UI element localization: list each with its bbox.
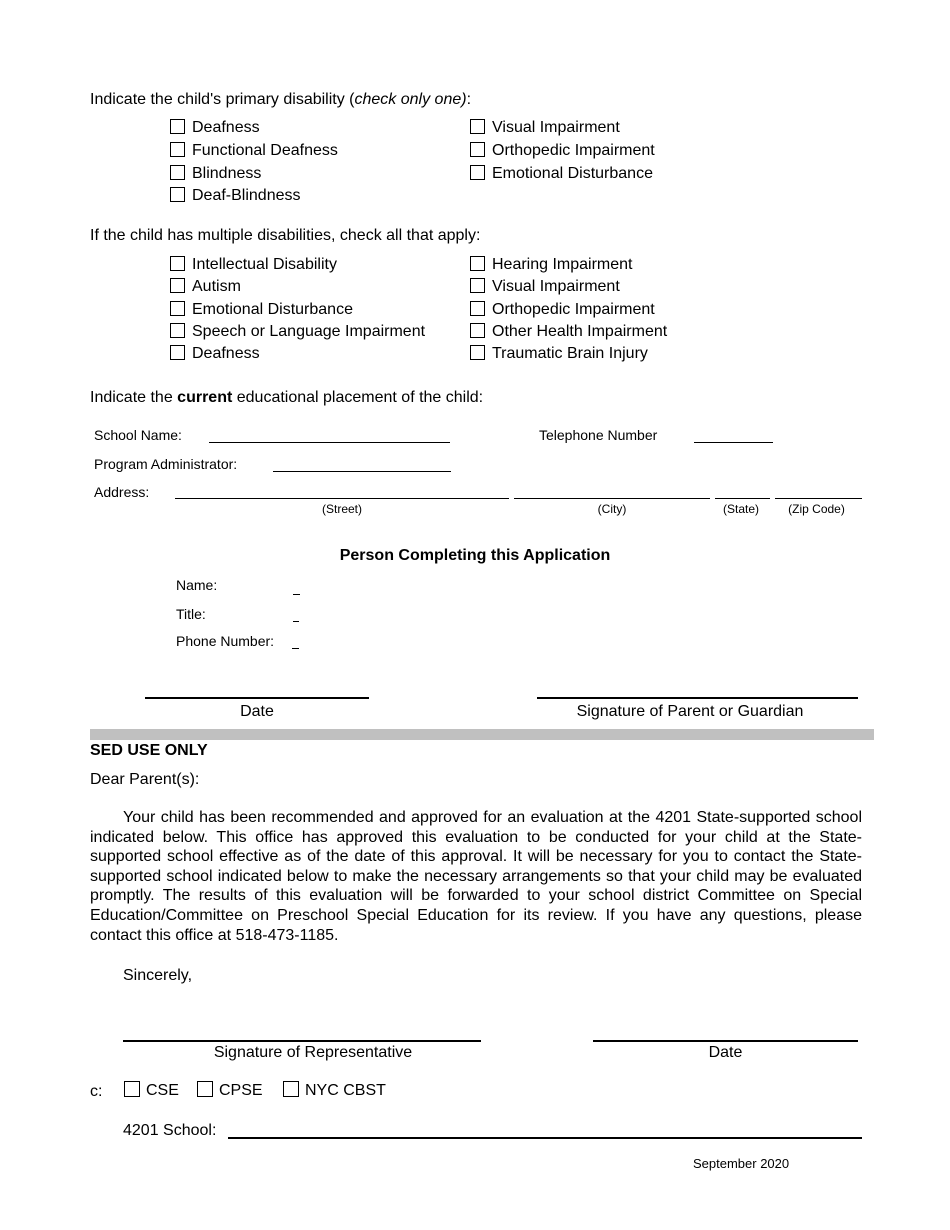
person-phone-field[interactable]: [292, 648, 299, 649]
school-name-label: School Name:: [94, 427, 182, 443]
checkbox[interactable]: [170, 278, 185, 293]
checkbox[interactable]: [470, 278, 485, 293]
checkbox[interactable]: [170, 142, 185, 157]
checkbox[interactable]: [124, 1081, 140, 1097]
telephone-field[interactable]: [694, 442, 773, 443]
street-caption: (Street): [321, 502, 362, 516]
address-label: Address:: [94, 484, 150, 500]
parent-signature-field[interactable]: [537, 697, 858, 699]
primary-option-visual-impairment[interactable]: Visual Impairment: [470, 118, 620, 138]
zip-field[interactable]: [775, 498, 862, 499]
street-field[interactable]: [175, 498, 509, 499]
checkbox[interactable]: [170, 165, 185, 180]
approval-letter-body: Your child has been recommended and approved for an evaluation at the 4201 State-supported school indicated below. This office has approved this evaluation to be conducted for your child at the State-supported school effective as of the date of this approval. It will be necessary for you to contact the State-supported school indicated below to make the necessary arrangements so that your child may be evaluated promptly. The results of this evaluation will be forwarded to your school district Committee on Special Education/Committee on Preschool Special Education for its review. If you have any questions, please contact this office at 518-473-1185.: [90, 809, 862, 944]
checkbox[interactable]: [170, 323, 185, 338]
multiple-option-autism[interactable]: Autism: [170, 277, 241, 297]
state-field[interactable]: [715, 498, 770, 499]
multiple-option-speech-language[interactable]: Speech or Language Impairment: [170, 322, 425, 342]
school-name-field[interactable]: [209, 442, 450, 443]
person-title-label: Title:: [176, 606, 206, 622]
person-name-field[interactable]: [293, 594, 300, 595]
primary-disability-prompt: Indicate the child's primary disability (check only one):: [90, 91, 472, 108]
checkbox[interactable]: [470, 345, 485, 360]
revision-date: September 2020: [693, 1156, 790, 1171]
checkbox[interactable]: [470, 301, 485, 316]
representative-signature-caption: Signature of Representative: [213, 1044, 413, 1061]
cc-label: c:: [90, 1083, 103, 1100]
checkbox[interactable]: [170, 119, 185, 134]
city-caption: (City): [597, 502, 627, 516]
city-field[interactable]: [514, 498, 710, 499]
telephone-label: Telephone Number: [539, 427, 658, 443]
sed-date-field[interactable]: [593, 1040, 858, 1042]
program-admin-field[interactable]: [273, 471, 451, 472]
person-title-field[interactable]: [293, 621, 299, 622]
zip-caption: (Zip Code): [788, 502, 845, 516]
multiple-option-intellectual-disability[interactable]: Intellectual Disability: [170, 255, 337, 275]
primary-option-orthopedic-impairment[interactable]: Orthopedic Impairment: [470, 141, 655, 161]
school-4201-label: 4201 School:: [123, 1122, 217, 1139]
parent-date-field[interactable]: [145, 697, 369, 699]
checkbox[interactable]: [470, 142, 485, 157]
person-heading: Person Completing this Application: [339, 547, 611, 564]
primary-option-emotional-disturbance[interactable]: Emotional Disturbance: [470, 164, 653, 184]
checkbox[interactable]: [170, 256, 185, 271]
checkbox[interactable]: [470, 119, 485, 134]
sed-date-caption: Date: [708, 1044, 743, 1061]
salutation: Dear Parent(s):: [90, 771, 200, 788]
checkbox[interactable]: [283, 1081, 299, 1097]
representative-signature-field[interactable]: [123, 1040, 481, 1042]
checkbox[interactable]: [170, 345, 185, 360]
checkbox[interactable]: [197, 1081, 213, 1097]
closing: Sincerely,: [123, 967, 193, 984]
cc-option-cse[interactable]: CSE: [124, 1081, 179, 1101]
parent-date-caption: Date: [240, 703, 274, 720]
checkbox[interactable]: [170, 301, 185, 316]
checkbox[interactable]: [470, 323, 485, 338]
multiple-disabilities-prompt: If the child has multiple disabilities, check all that apply:: [90, 227, 481, 244]
primary-option-deafness[interactable]: Deafness: [170, 118, 260, 138]
program-admin-label: Program Administrator:: [94, 456, 238, 472]
section-divider: [90, 729, 874, 740]
parent-signature-caption: Signature of Parent or Guardian: [576, 703, 804, 720]
primary-option-functional-deafness[interactable]: Functional Deafness: [170, 141, 338, 161]
multiple-option-other-health[interactable]: Other Health Impairment: [470, 322, 667, 342]
primary-option-blindness[interactable]: Blindness: [170, 164, 261, 184]
cc-option-nyc-cbst[interactable]: NYC CBST: [283, 1081, 386, 1101]
primary-option-deaf-blindness[interactable]: Deaf-Blindness: [170, 186, 301, 206]
multiple-option-deafness[interactable]: Deafness: [170, 344, 260, 364]
multiple-option-hearing-impairment[interactable]: Hearing Impairment: [470, 255, 633, 275]
multiple-option-tbi[interactable]: Traumatic Brain Injury: [470, 344, 648, 364]
school-4201-field[interactable]: [228, 1137, 862, 1139]
checkbox[interactable]: [170, 187, 185, 202]
multiple-option-orthopedic-impairment[interactable]: Orthopedic Impairment: [470, 300, 655, 320]
multiple-option-emotional-disturbance[interactable]: Emotional Disturbance: [170, 300, 353, 320]
person-phone-label: Phone Number:: [176, 633, 275, 649]
multiple-option-visual-impairment[interactable]: Visual Impairment: [470, 277, 620, 297]
cc-option-cpse[interactable]: CPSE: [197, 1081, 263, 1101]
person-name-label: Name:: [176, 577, 218, 593]
placement-prompt: Indicate the current educational placement of the child:: [90, 389, 484, 406]
state-caption: (State): [722, 502, 759, 516]
sed-heading: SED USE ONLY: [90, 742, 208, 759]
checkbox[interactable]: [470, 165, 485, 180]
checkbox[interactable]: [470, 256, 485, 271]
